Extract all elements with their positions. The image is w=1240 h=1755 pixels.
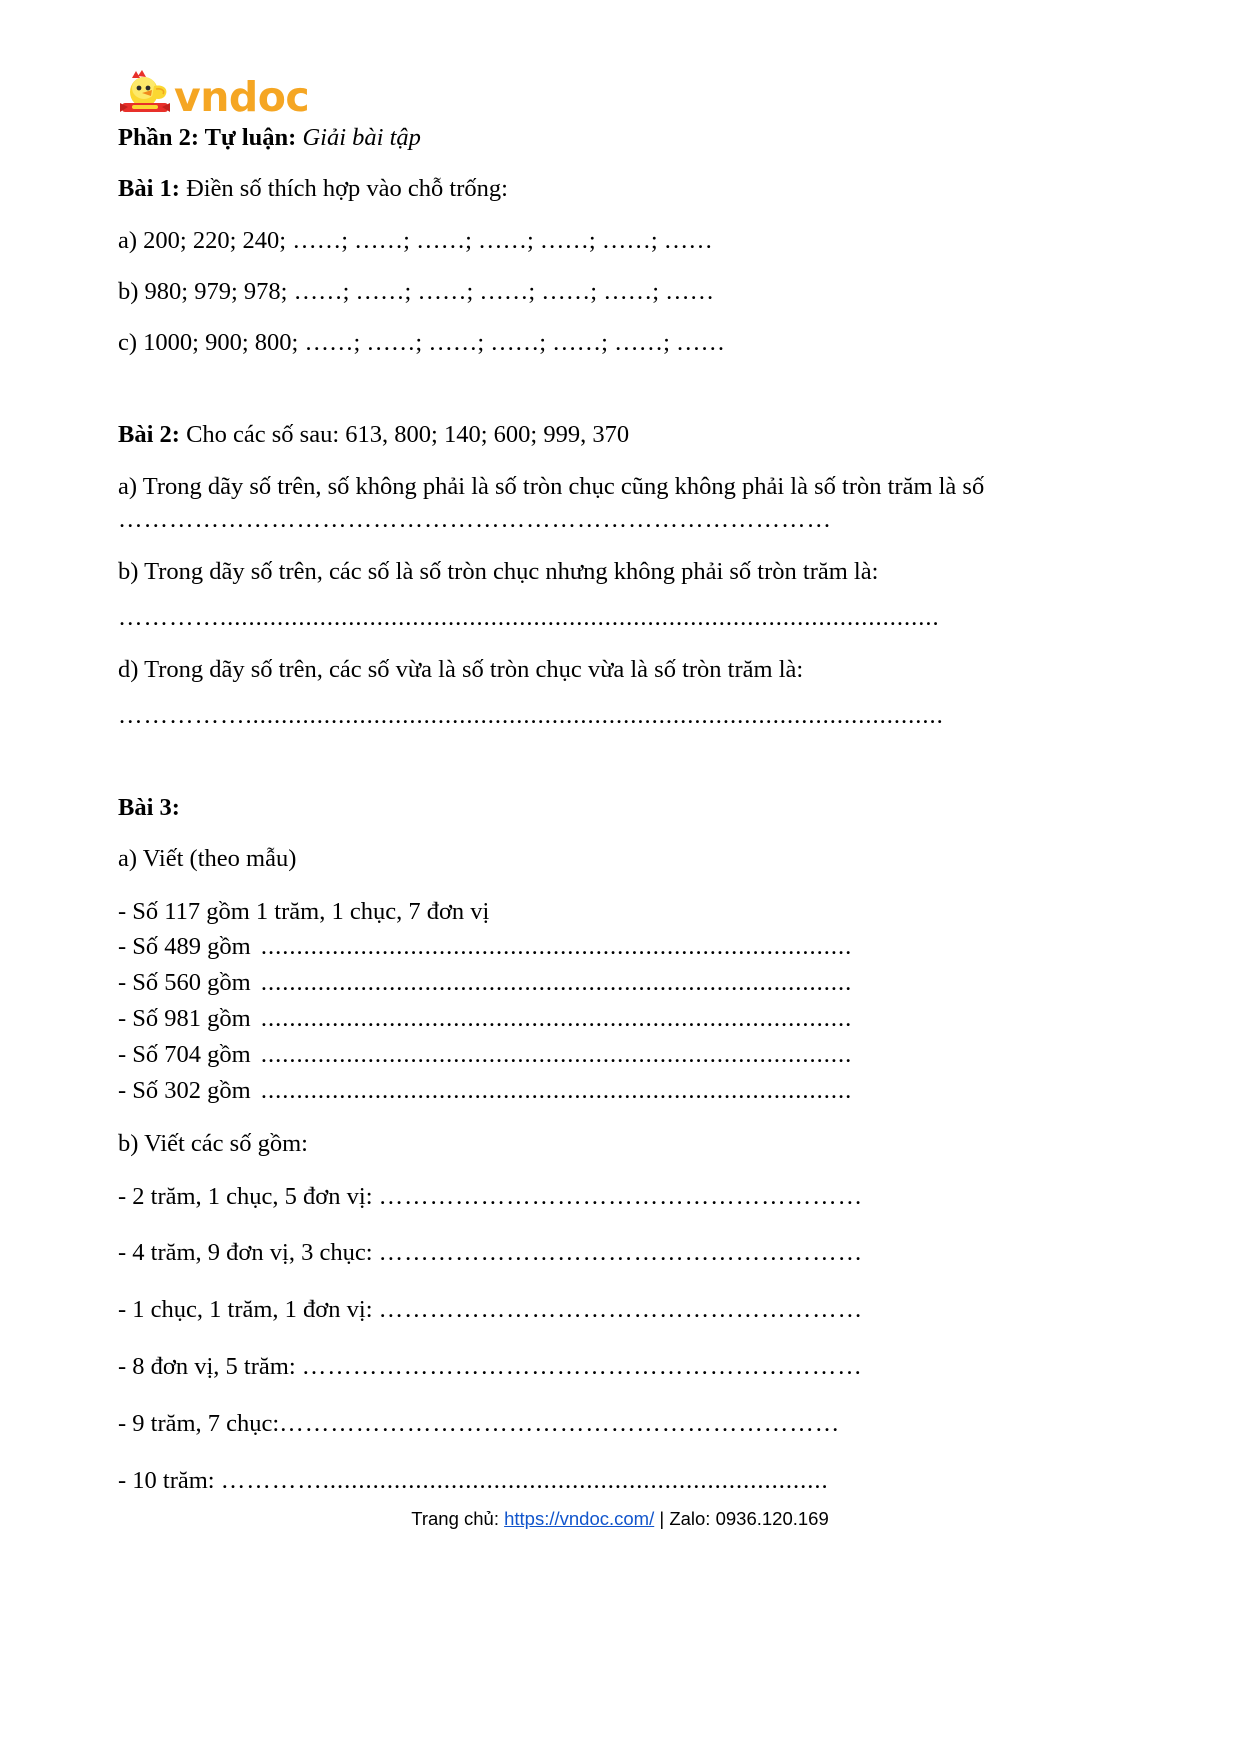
footer-suffix: | Zalo: 0936.120.169 — [654, 1508, 829, 1529]
list-item — [118, 1464, 998, 1499]
list-item — [118, 930, 998, 965]
list-item-label: - 4 trăm, 9 đơn vị, 3 chục: — [118, 1239, 379, 1267]
list-item-dots[interactable]: ................................................................................... — [260, 1076, 853, 1104]
list-item — [118, 966, 998, 1001]
list-item-dots[interactable]: ………………………………………………… — [378, 1239, 864, 1267]
list-item — [118, 1180, 998, 1215]
exercise-2-part-d-dots[interactable]: …………….................................................................................................. — [118, 702, 944, 730]
exercise-1-item-c: c) 1000; 900; 800; ……; ……; ……; ……; ……; ……; …… — [118, 329, 726, 357]
section-heading — [118, 122, 998, 154]
list-item-dots[interactable]: ………………………………………………………… — [279, 1409, 841, 1437]
list-item-label: - 8 đơn vị, 5 trăm: — [118, 1352, 302, 1380]
list-item — [118, 1236, 998, 1271]
list-item-label: - Số 302 gồm — [118, 1076, 257, 1104]
list-item-example — [118, 895, 998, 930]
spacer — [118, 752, 998, 792]
logo-wordmark: vndoc — [174, 73, 310, 121]
exercise-3-part-a-label: a) Viết (theo mẫu) — [118, 845, 297, 873]
document-body — [118, 0, 998, 1520]
exercise-2-heading — [118, 419, 998, 451]
exercise-2-part-d-text: d) Trong dãy số trên, các số vừa là số tròn chục vừa là số tròn trăm là: — [118, 655, 804, 683]
spacer — [118, 379, 998, 419]
list-item — [118, 1407, 998, 1442]
list-item-label: - Số 981 gồm — [118, 1004, 257, 1032]
list-item — [118, 1293, 998, 1328]
list-item-dots[interactable]: ................................................................................... — [260, 969, 853, 997]
exercise-1-heading — [118, 173, 998, 205]
footer-prefix: Trang chủ: — [411, 1508, 505, 1529]
list-item-dots[interactable]: ………………………………………………… — [378, 1182, 864, 1210]
list-item-label: - Số 117 gồm 1 trăm, 1 chục, 7 đơn vị — [118, 897, 490, 925]
exercise-2-part-a — [118, 470, 998, 537]
exercise-3-heading — [118, 792, 998, 824]
list-item-label: - Số 489 gồm — [118, 933, 257, 961]
exercise-3-part-b-label: b) Viết các số gồm: — [118, 1130, 308, 1158]
exercise-2-part-b-text: b) Trong dãy số trên, các số là số tròn chục nhưng không phải số tròn trăm là: — [118, 557, 879, 585]
footer-homepage-link[interactable]: https://vndoc.com/ — [504, 1508, 655, 1529]
list-item — [118, 1074, 998, 1109]
list-item-dots[interactable]: ………………………………………………… — [378, 1296, 864, 1324]
exercise-1-item-a: a) 200; 220; 240; ……; ……; ……; ……; ……; ……; …… — [118, 226, 713, 254]
exercise-1-prompt: Điền số thích hợp vào chỗ trống: — [186, 175, 508, 203]
exercise-3-part-a-list — [118, 895, 998, 1109]
exercise-3-title: Bài 3: — [118, 793, 180, 821]
list-item — [118, 1350, 998, 1385]
chick-mascot-icon — [118, 70, 172, 116]
list-item-dots[interactable]: ................................................................................... — [260, 933, 853, 961]
exercise-2-title: Bài 2: — [118, 420, 180, 448]
list-item-label: - 9 trăm, 7 chục: — [118, 1409, 280, 1437]
list-item-dots[interactable]: ………………………………………………………… — [301, 1352, 863, 1380]
exercise-2-prompt: Cho các số sau: 613, 800; 140; 600; 999, 370 — [186, 420, 630, 448]
list-item — [118, 1002, 998, 1037]
list-item-label: - 10 trăm: — [118, 1466, 221, 1494]
exercise-2-part-a-dots[interactable]: ………………………………………………………………………… — [118, 506, 832, 534]
list-item-label: - 2 trăm, 1 chục, 5 đơn vị: — [118, 1182, 379, 1210]
list-item-dots[interactable]: ................................................................................... — [260, 1040, 853, 1068]
list-item-label: - Số 704 gồm — [118, 1040, 257, 1068]
exercise-1-item-b: b) 980; 979; 978; ……; ……; ……; ……; ……; ……; …… — [118, 277, 715, 305]
section-label: Phần 2: Tự luận: — [118, 124, 297, 151]
exercise-2-part-b-dots[interactable]: …………..................................................................................................... — [118, 603, 940, 631]
list-item-dots[interactable]: ................................................................................... — [260, 1004, 853, 1032]
list-item — [118, 1038, 998, 1073]
site-logo[interactable] — [118, 0, 998, 121]
exercise-2-part-a-text: a) Trong dãy số trên, số không phải là số tròn chục cũng không phải là số tròn trăm là số — [118, 472, 985, 500]
list-item-dots[interactable]: …………....................................................................... — [220, 1466, 829, 1494]
page-footer — [0, 1508, 1240, 1530]
section-subtitle: Giải bài tập — [302, 124, 421, 151]
list-item-label: - Số 560 gồm — [118, 969, 257, 997]
exercise-1-title: Bài 1: — [118, 175, 180, 203]
list-item-label: - 1 chục, 1 trăm, 1 đơn vị: — [118, 1296, 379, 1324]
